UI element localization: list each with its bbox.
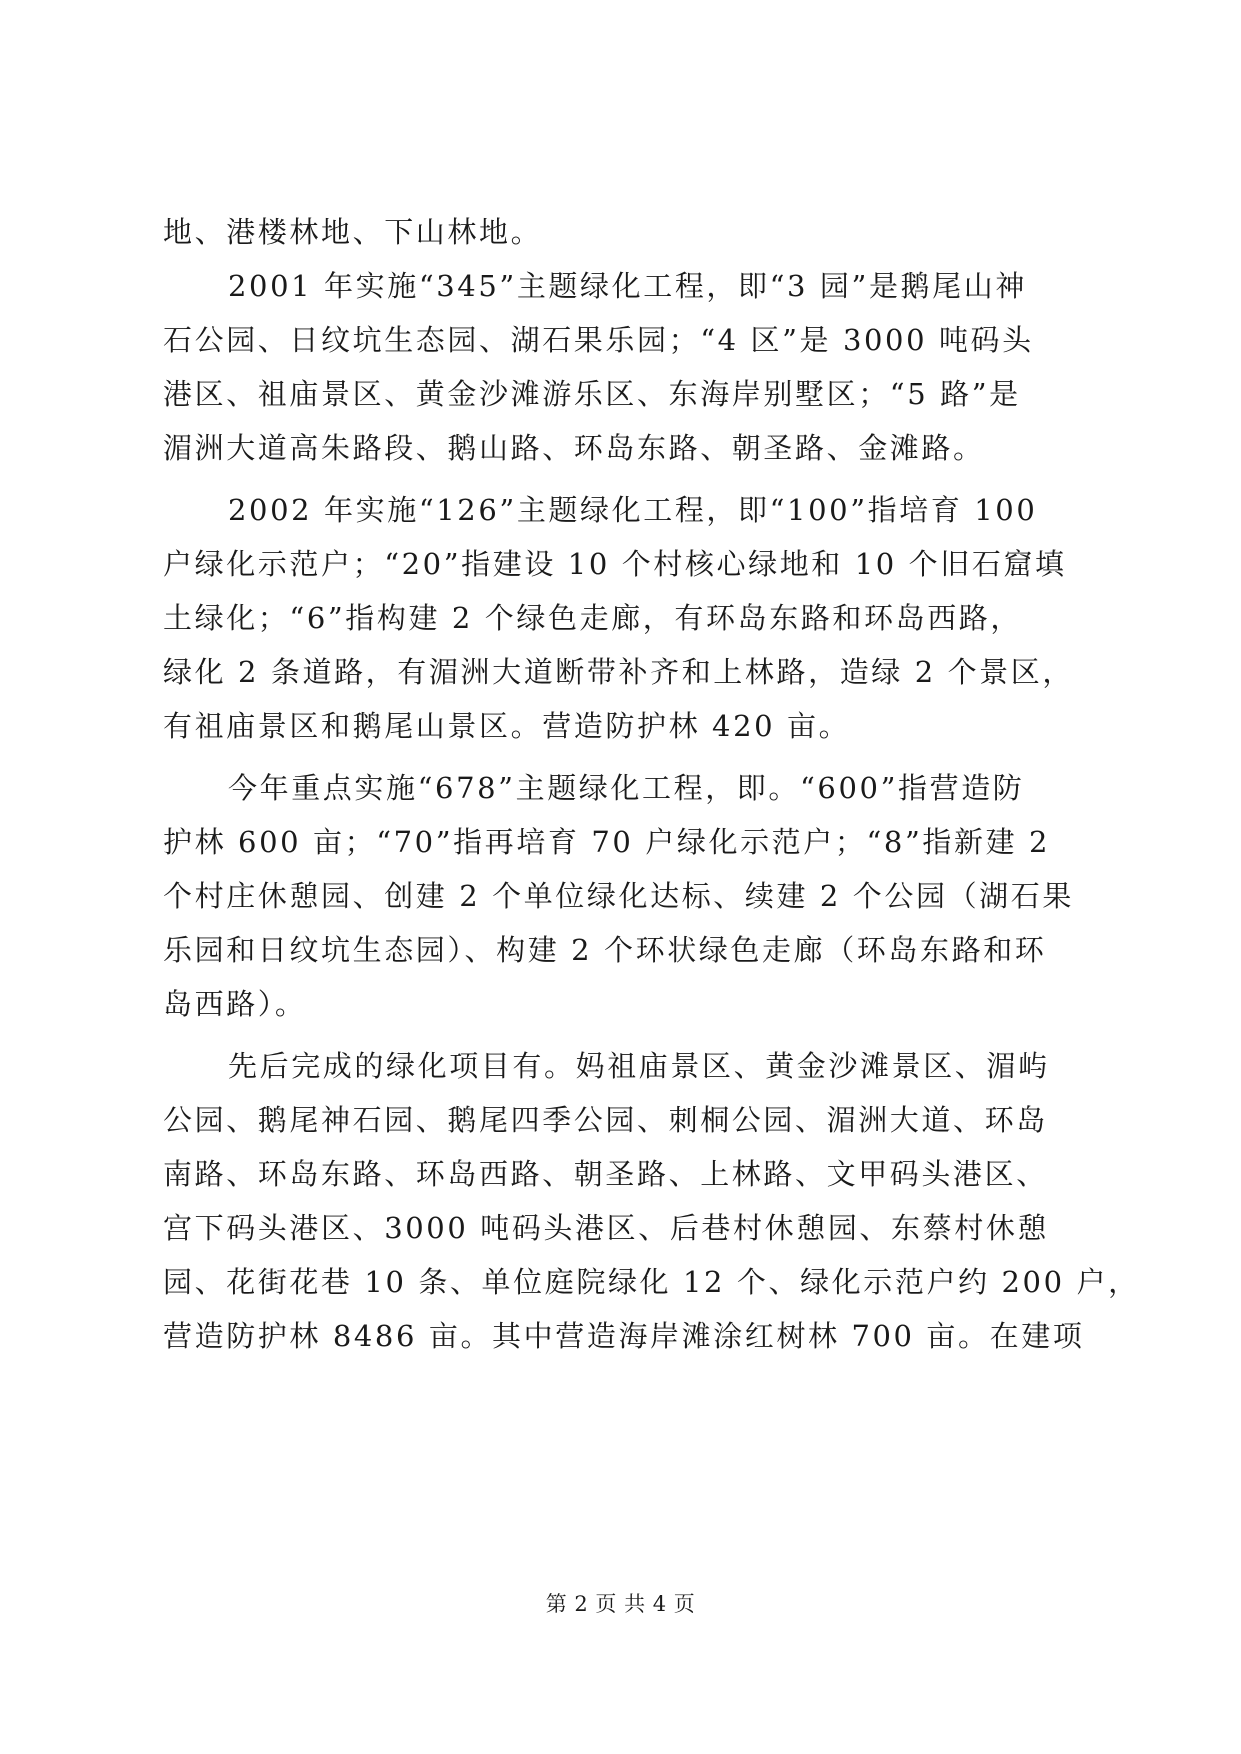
text-line: 地、港楼林地、下山林地。 [163, 215, 543, 249]
text-line: 港区、祖庙景区、黄金沙滩游乐区、东海岸别墅区；“5 路”是 [163, 377, 1021, 411]
text-line: 乐园和日纹坑生态园）、构建 2 个环状绿色走廊（环岛东路和环 [163, 933, 1047, 967]
text-line: 绿化 2 条道路，有湄洲大道断带补齐和上林路，造绿 2 个景区， [163, 655, 1074, 689]
text-line: 营造防护林 8486 亩。其中营造海岸滩涂红树林 700 亩。在建项 [163, 1319, 1085, 1353]
page-number-footer: 第 2 页 共 4 页 [545, 1592, 696, 1616]
text-line: 岛西路）。 [163, 987, 307, 1021]
text-line: 个村庄休憩园、创建 2 个单位绿化达标、续建 2 个公园（湖石果 [163, 879, 1074, 913]
text-line: 园、花街花巷 10 条、单位庭院绿化 12 个、绿化示范户约 200 户， [163, 1265, 1140, 1299]
text-line: 宫下码头港区、3000 吨码头港区、后巷村休憩园、东蔡村休憩 [163, 1211, 1050, 1245]
text-line: 湄洲大道高朱路段、鹅山路、环岛东路、朝圣路、金滩路。 [163, 431, 985, 465]
text-line: 有祖庙景区和鹅尾山景区。营造防护林 420 亩。 [163, 709, 851, 743]
text-line: 公园、鹅尾神石园、鹅尾四季公园、刺桐公园、湄洲大道、环岛 [163, 1103, 1048, 1137]
text-line: 石公园、日纹坑生态园、湖石果乐园；“4 区”是 3000 吨码头 [163, 323, 1034, 357]
text-line: 南路、环岛东路、环岛西路、朝圣路、上林路、文甲码头港区、 [163, 1157, 1048, 1191]
paragraph-start-line: 2001 年实施“345”主题绿化工程，即“3 园”是鹅尾山神 [228, 269, 1027, 303]
text-line: 户绿化示范户；“20”指建设 10 个村核心绿地和 10 个旧石窟填 [163, 547, 1067, 581]
paragraph-start-line: 今年重点实施“678”主题绿化工程，即。“600”指营造防 [228, 771, 1025, 805]
text-line: 护林 600 亩；“70”指再培育 70 户绿化示范户；“8”指新建 2 [163, 825, 1051, 859]
paragraph-start-line: 2002 年实施“126”主题绿化工程，即“100”指培育 100 [228, 493, 1038, 527]
text-line: 土绿化；“6”指构建 2 个绿色走廊，有环岛东路和环岛西路， [163, 601, 1022, 635]
paragraph-start-line: 先后完成的绿化项目有。妈祖庙景区、黄金沙滩景区、湄屿 [228, 1049, 1050, 1083]
